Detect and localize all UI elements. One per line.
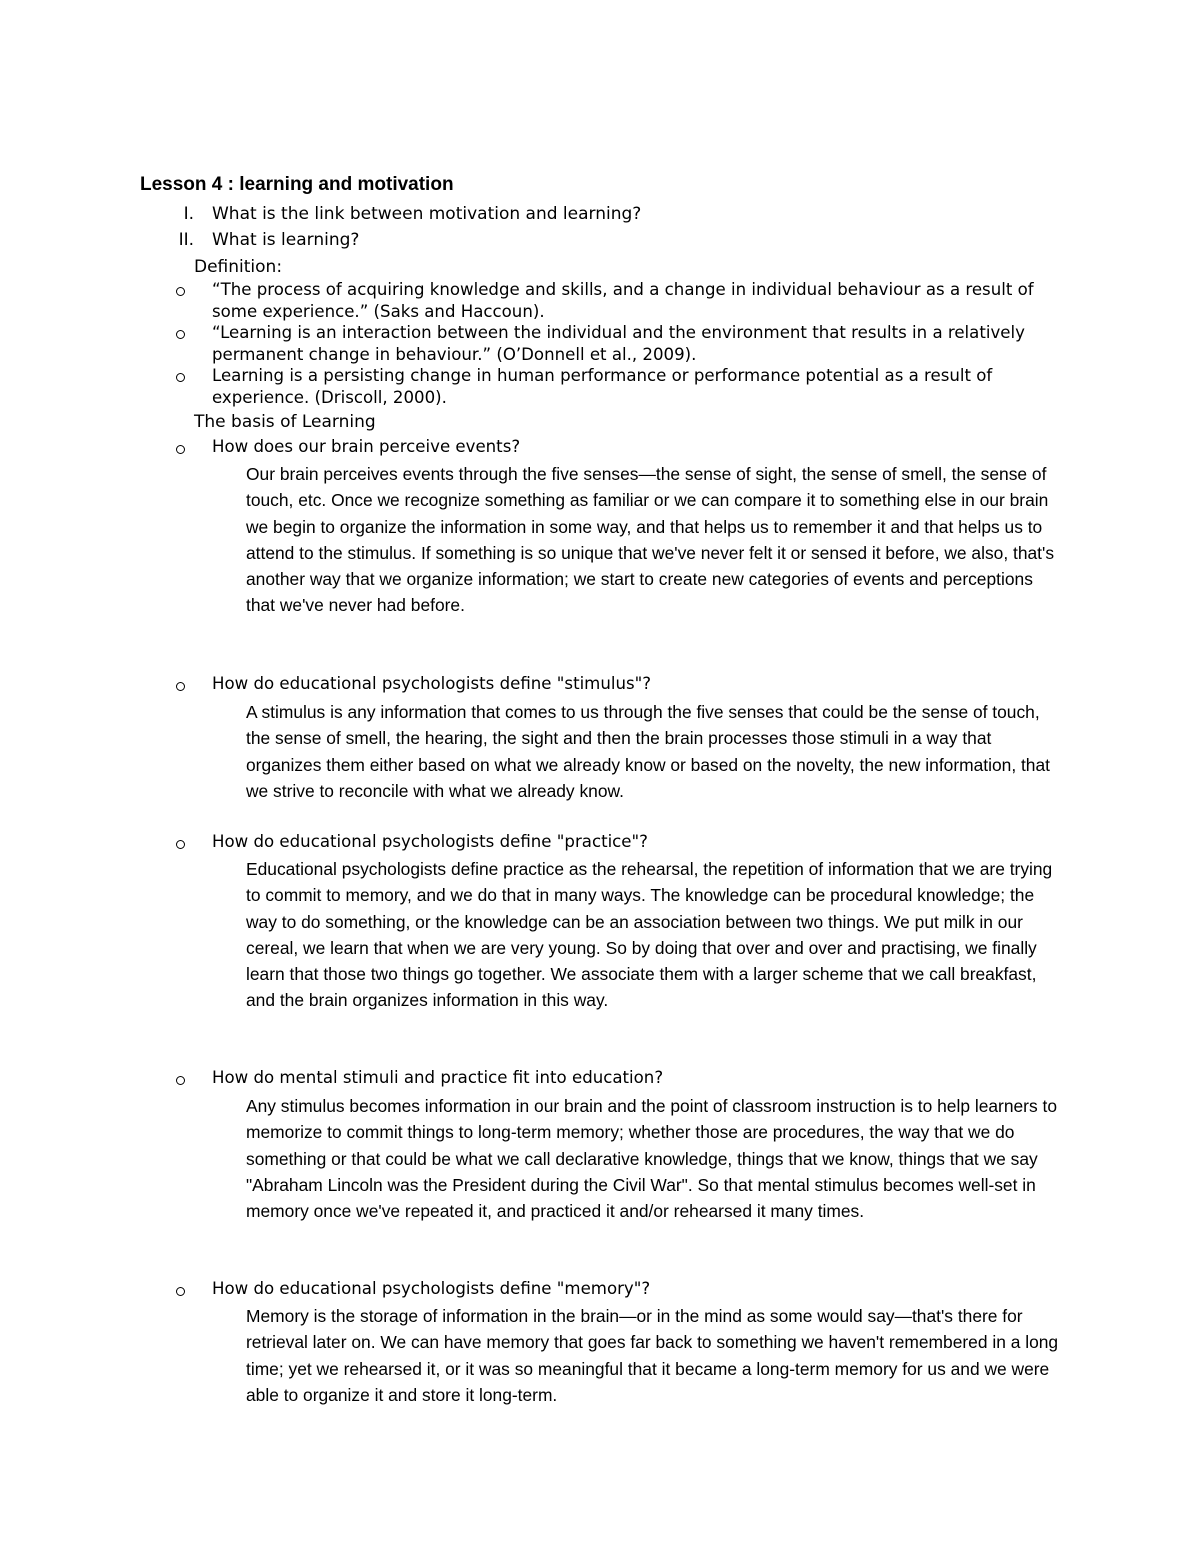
hollow-bullet-icon: [174, 370, 188, 384]
outline-item-2: [178, 229, 360, 251]
hollow-bullet-icon: [174, 284, 188, 298]
outline-number: II.: [178, 230, 194, 250]
definition-2: “Learning is an interaction between the individual and the environment that results in a relatively permanent change in behaviour.” (O’Donnell et al., 2009).: [212, 323, 1025, 364]
hollow-bullet-icon: [174, 327, 188, 341]
answer-4: Any stimulus becomes information in our brain and the point of classroom instruction is to help learners to memorize to commit things to long-term memory; whether those are procedures, the way that we do something or that could be what we call declarative knowledge, things that we know, things that we say "Abraham Lincoln was the President during the Civil War". So that mental stimulus becomes well-set in memory once we've repeated it, and practiced it and/or rehearsed it many times.: [246, 1096, 1057, 1222]
question-1: How does our brain perceive events?: [212, 437, 521, 456]
definition-label: Definition:: [194, 257, 283, 277]
answer-5: Memory is the storage of information in the brain—or in the mind as some would say—that's there for retrieval later on. We can have memory that goes far back to something we haven't remembered in a long time; yet we rehearsed it, or it was so meaningful that it became a long-term memory for us and we were able to organize it and store it long-term.: [246, 1306, 1059, 1405]
definition-3: Learning is a persisting change in human performance or performance potential as a result of experience. (Driscoll, 2000).: [212, 366, 993, 407]
hollow-bullet-icon: [174, 679, 188, 693]
outline-item-1: [183, 203, 642, 225]
question-3: How do educational psychologists define "practice"?: [212, 832, 648, 851]
answer-3: Educational psychologists define practice as the rehearsal, the repetition of information that we are trying to commit to memory, and we do that in many ways. The knowledge can be procedural knowledge; the way to do something, or the knowledge can be an association between two things. We put milk in our cereal, we learn that when we are very young. So by doing that over and over and practising, we finally learn that those two things go together. We associate them with a larger scheme that we call breakfast, and the brain organizes information in this way.: [246, 859, 1053, 1011]
basis-label: The basis of Learning: [194, 412, 376, 432]
outline-number: I.: [183, 204, 194, 224]
hollow-bullet-icon: [174, 442, 188, 456]
outline-text: What is the link between motivation and learning?: [212, 204, 642, 224]
answer-2: A stimulus is any information that comes to us through the five senses that could be the sense of touch, the sense of smell, the hearing, the sight and then the brain processes those stimuli in a way that organizes them either based on what we already know or based on the novelty, the new information, that we strive to reconcile with what we already know.: [246, 702, 1050, 801]
lesson-title: Lesson 4 : learning and motivation: [140, 174, 454, 195]
hollow-bullet-icon: [174, 1073, 188, 1087]
outline-text: What is learning?: [212, 230, 360, 250]
question-2: How do educational psychologists define "stimulus"?: [212, 674, 652, 693]
hollow-bullet-icon: [174, 837, 188, 851]
definition-1: “The process of acquiring knowledge and skills, and a change in individual behaviour as a result of some experience.” (Saks and Haccoun).: [212, 280, 1034, 321]
answer-1: Our brain perceives events through the five senses—the sense of sight, the sense of smell, the sense of touch, etc. Once we recognize something as familiar or we can compare it to something else in our brain we begin to organize the information in some way, and that helps us to remember it and that helps us to attend to the stimulus. If something is so unique that we've never felt it or sensed it before, we also, that's another way that we organize information; we start to create new categories of events and perceptions that we've never had before.: [246, 464, 1055, 616]
question-5: How do educational psychologists define "memory"?: [212, 1279, 651, 1298]
question-4: How do mental stimuli and practice fit into education?: [212, 1068, 664, 1087]
hollow-bullet-icon: [174, 1284, 188, 1298]
